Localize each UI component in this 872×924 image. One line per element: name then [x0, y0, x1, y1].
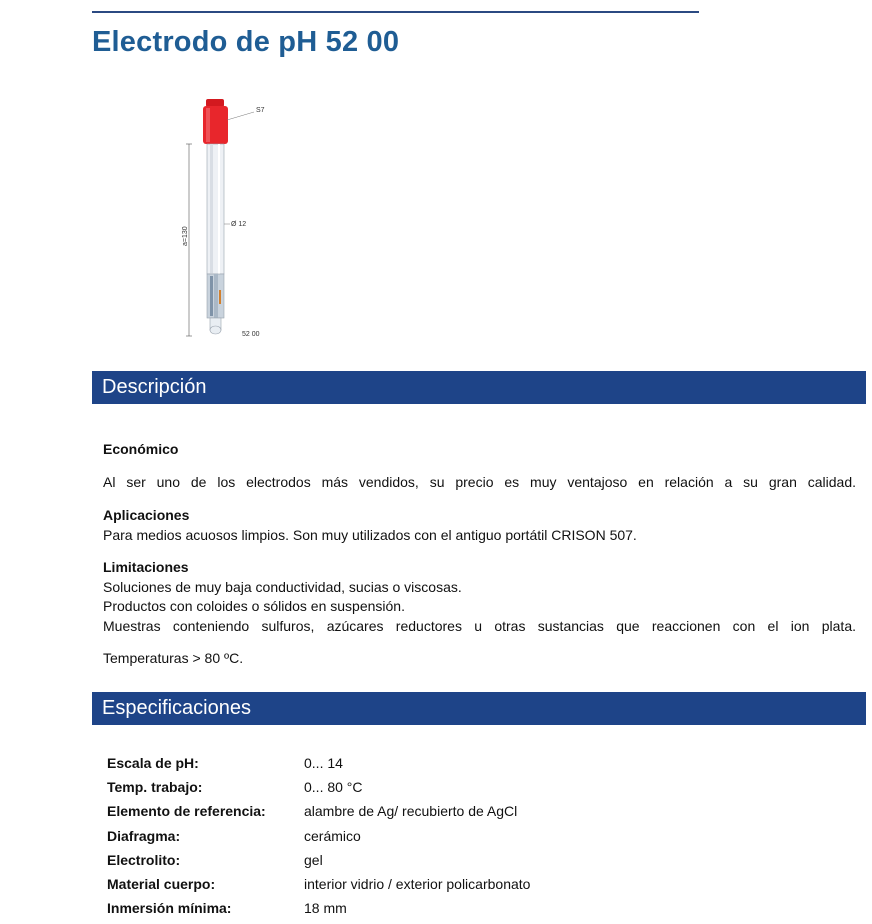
- spec-value: interior vidrio / exterior policarbonato: [304, 876, 531, 893]
- section-header-description: Descripción: [92, 371, 866, 404]
- spec-label: Temp. trabajo:: [107, 779, 203, 796]
- limitations-line: Muestras conteniendo sulfuros, azúcares reductores u otras sustancias que reaccionen con el ion plata.: [103, 617, 856, 634]
- spec-row: [107, 872, 530, 896]
- connector-top: [206, 99, 224, 107]
- spec-label: Diafragma:: [107, 827, 181, 844]
- spec-label: Elemento de referencia:: [107, 803, 266, 820]
- diameter-label: Ø 12: [231, 221, 247, 228]
- description-economic-heading: Económico: [103, 441, 179, 457]
- electrode-diagram: [170, 90, 290, 350]
- section-header-specifications: Especificaciones: [92, 692, 866, 725]
- temperature-note: Temperaturas > 80 ºC.: [103, 650, 244, 666]
- top-rule: [92, 11, 699, 13]
- spec-row: [107, 824, 530, 848]
- description-limitations: [103, 558, 856, 636]
- limitations-heading: Limitaciones: [103, 559, 189, 575]
- spec-row: [107, 848, 530, 872]
- length-label: a=130: [182, 226, 189, 246]
- spec-value: 18 mm: [304, 900, 347, 917]
- spec-row: [107, 896, 530, 920]
- specifications-table: [107, 751, 530, 920]
- spec-value: 0... 14: [304, 755, 343, 772]
- spec-label: Inmersión mínima:: [107, 900, 232, 917]
- spec-label: Electrolito:: [107, 851, 181, 868]
- limitations-line: Soluciones de muy baja conductividad, sucias o viscosas.: [103, 578, 462, 595]
- connector-label: S7: [256, 107, 265, 114]
- spec-value: 0... 80 °C: [304, 779, 363, 796]
- description-economic-text: Al ser uno de los electrodos más vendidos, su precio es muy ventajoso en relación a su gran calidad.: [103, 474, 856, 490]
- spec-label: Material cuerpo:: [107, 876, 216, 893]
- limitations-line: Productos con coloides o sólidos en suspensión.: [103, 598, 405, 614]
- spec-row: [107, 751, 530, 775]
- spec-row: [107, 799, 530, 823]
- applications-heading: Aplicaciones: [103, 507, 190, 523]
- spec-value: gel: [304, 851, 323, 868]
- glass-bulb: [210, 326, 221, 334]
- spec-row: [107, 775, 530, 799]
- spec-value: cerámico: [304, 827, 361, 844]
- spec-value: alambre de Ag/ recubierto de AgCl: [304, 803, 518, 820]
- page-title: Electrodo de pH 52 00: [92, 26, 400, 58]
- applications-text: Para medios acuosos limpios. Son muy utilizados con el antiguo portátil CRISON 507.: [103, 526, 637, 543]
- model-label: 52 00: [242, 331, 260, 338]
- spec-label: Escala de pH:: [107, 755, 199, 772]
- description-applications: [103, 506, 856, 545]
- electrode-body: [207, 144, 224, 274]
